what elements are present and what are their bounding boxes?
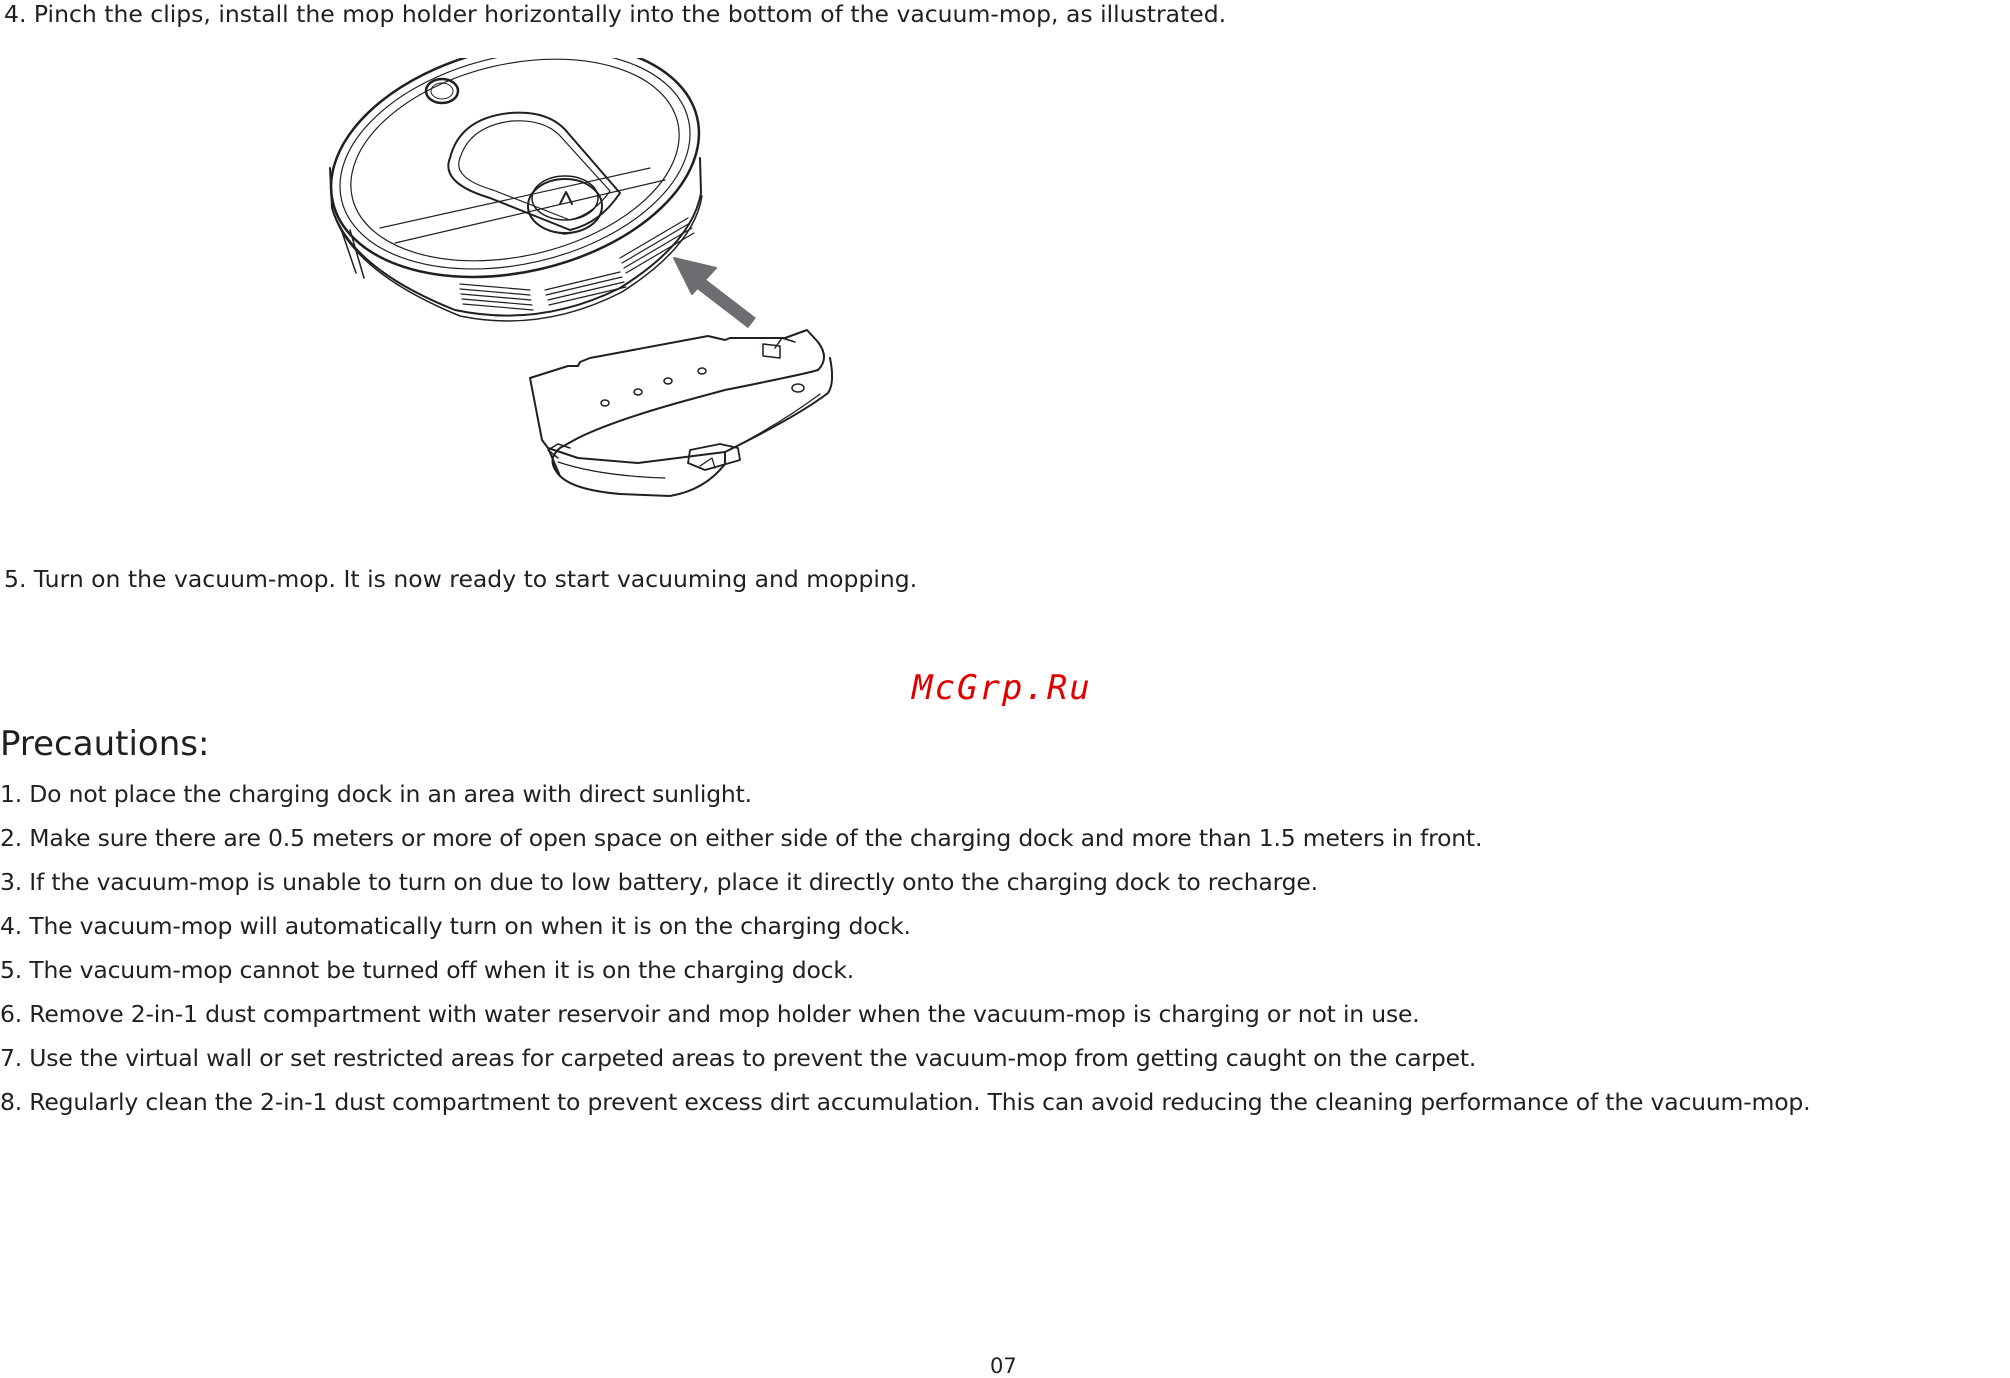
mop-holder-drawing [530, 330, 832, 496]
robot-vacuum-drawing [320, 58, 722, 321]
precautions-list [0, 778, 1810, 1130]
mop-holder-installation-illustration [320, 58, 840, 538]
step-5-instruction: 5. Turn on the vacuum-mop. It is now ready to start vacuuming and mopping. [4, 565, 918, 593]
page-number: 07 [990, 1354, 1017, 1378]
precaution-item: 2. Make sure there are 0.5 meters or more of open space on either side of the charging dock and more than 1.5 meters in front. [0, 824, 1483, 852]
precaution-item: 1. Do not place the charging dock in an area with direct sunlight. [0, 780, 752, 808]
insert-direction-arrow-icon [674, 258, 752, 323]
precaution-item: 5. The vacuum-mop cannot be turned off when it is on the charging dock. [0, 956, 855, 984]
step-4-instruction: 4. Pinch the clips, install the mop holder horizontally into the bottom of the vacuum-mop, as illustrated. [4, 0, 1227, 28]
precautions-heading: Precautions: [0, 724, 210, 764]
precaution-item: 6. Remove 2-in-1 dust compartment with water reservoir and mop holder when the vacuum-mop is charging or not in use. [0, 1000, 1420, 1028]
watermark-text: McGrp.Ru [912, 668, 1092, 708]
precaution-item: 4. The vacuum-mop will automatically turn on when it is on the charging dock. [0, 912, 911, 940]
precaution-item: 3. If the vacuum-mop is unable to turn on due to low battery, place it directly onto the charging dock to recharge. [0, 868, 1318, 896]
precaution-item: 8. Regularly clean the 2-in-1 dust compartment to prevent excess dirt accumulation. This can avoid reducing the cleaning performance of the vacuum-mop. [0, 1088, 1811, 1116]
precaution-item: 7. Use the virtual wall or set restricted areas for carpeted areas to prevent the vacuum-mop from getting caught on the carpet. [0, 1044, 1477, 1072]
